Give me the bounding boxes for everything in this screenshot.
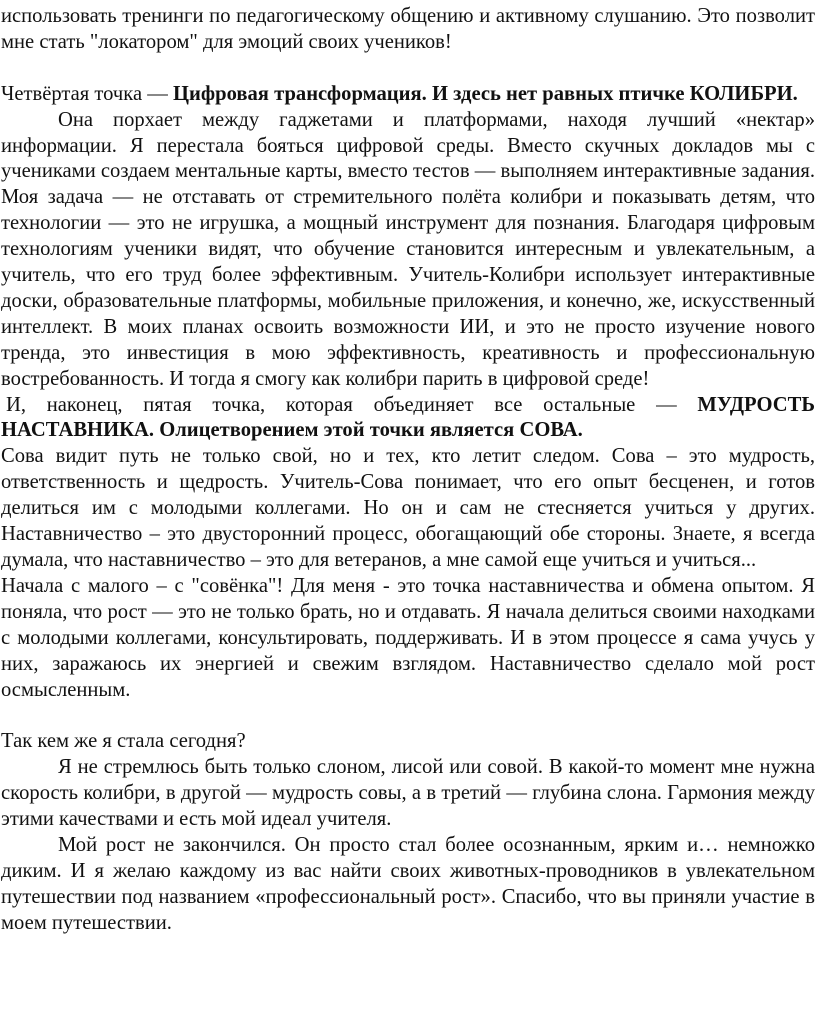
paragraph-owlet-mentoring: Начала с малого – с "совёнка"! Для меня - это точка наставничества и обмена опытом. Я поняла, что рост — это не только брать, но и отдавать. Я начала делиться своими находками с молодыми коллегами, консультировать, поддерживать. И в этом процессе я сама учусь у них, заражаюсь их энергией и свежим взглядом. Наставничество сделало мой рост осмысленным. [1, 574, 815, 701]
paragraph-spacer [1, 703, 815, 729]
paragraph-owl: Сова видит путь не только свой, но и тех, кто летит следом. Сова – это мудрость, ответственность и щедрость. Учитель-Сова понимает, что его опыт бесценен, и готов делиться им с молодыми коллегами. Но он и сам не стесняется учиться у других. Наставничество – это двусторонний процесс, обогащающий обе стороны. Знаете, я всегда думала, что наставничество – это для ветеранов, а мне самой еще учиться и учиться... [1, 445, 815, 572]
fifth-point-prefix: И, наконец, пятая точка, которая объединяет все остальные — [6, 393, 698, 416]
paragraph-listening-training: использовать тренинги по педагогическому общению и активному слушанию. Это позволит мне стать "локатором" для эмоций своих учеников! [1, 5, 815, 53]
paragraph-harmony: Я не стремлюсь быть только слоном, лисой или совой. В какой-то момент мне нужна скорость колибри, в другой — мудрость совы, а в третий — глубина слона. Гармония между этими качествами и есть мой идеал учителя. [1, 756, 815, 831]
paragraph-spacer [1, 56, 815, 82]
fourth-point-prefix: Четвёртая точка — [1, 82, 173, 105]
paragraph-hummingbird: Она порхает между гаджетами и платформами, находя лучший «нектар» информации. Я перестала бояться цифровой среды. Вместо скучных докладов мы с учениками создаем ментальные карты, вместо тестов — выполняем интерактивные задания. Моя задача — не отставать от стремительного полёта колибри и показывать детям, что технологии — это не игрушка, а мощный инструмент для познания. Благодаря цифровым технологиям ученики видят, что обучение становится интересным и увлекательным, а учитель, что его труд более эффективным. Учитель-Колибри использует интерактивные доски, образовательные платформы, мобильные приложения, и конечно, же, искусственный интеллект. В моих планах освоить возможности ИИ, и это не просто изучение нового тренда, это инвестиция в мою эффективность, креативность и профессиональную востребованность. И тогда я смогу как колибри парить в цифровой среде! [1, 108, 815, 390]
paragraph-closing: Мой рост не закончился. Он просто стал более осознанным, ярким и… немножко диким. И я желаю каждому из вас найти своих животных-проводников в увлекательном путешествии под названием «профессиональный рост». Спасибо, что вы приняли участие в моем путешествии. [1, 833, 815, 934]
question-who-today: Так кем же я стала сегодня? [1, 730, 246, 753]
heading-fourth-point [1, 82, 815, 108]
heading-fifth-point [1, 393, 815, 445]
fifth-point-title: МУДРОСТЬ НАСТАВНИКА. Олицетворением этой точки является СОВА. [1, 393, 815, 442]
fourth-point-title: Цифровая трансформация. И здесь нет равных птичке КОЛИБРИ. [173, 82, 798, 105]
